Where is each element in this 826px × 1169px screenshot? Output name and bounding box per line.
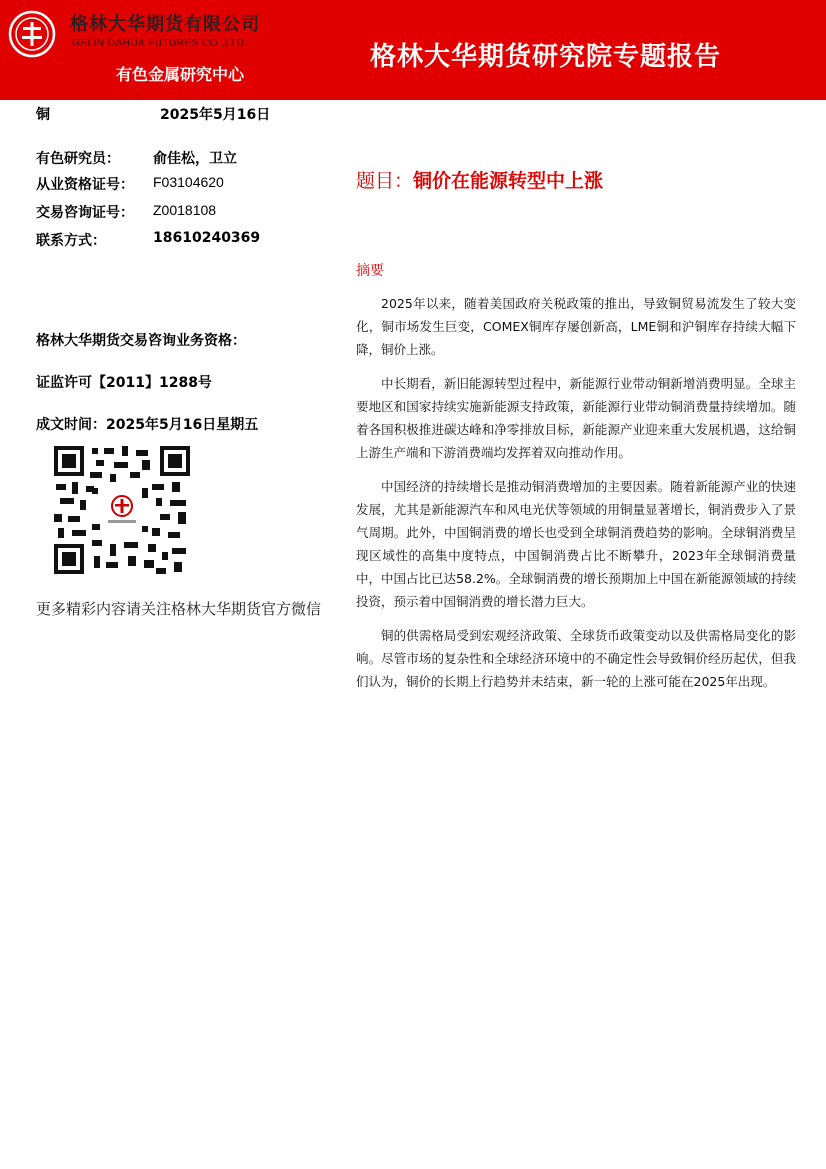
consult-value: Z0018108: [153, 202, 217, 218]
subject-prefix: 题目：: [356, 170, 414, 192]
written-time: 成文时间：2025年5月16日星期五: [36, 417, 259, 433]
permit-number: 证监许可【2011】1288号: [36, 375, 212, 391]
researcher-label: 有色研究员：: [36, 151, 120, 167]
abstract-paragraph: 2025年以来，随着美国政府关税政策的推出，导致铜贸易流发生了较大变化，铜市场发生巨变，COMEX铜库存屡创新高，LME铜和沪铜库存持续大幅下降，铜价上涨。: [356, 296, 796, 357]
company-name-cn: 格林大华期货有限公司: [70, 14, 260, 35]
report-subject: [356, 166, 603, 193]
abstract-body: [356, 292, 796, 704]
consult-label: 交易咨询证号：: [36, 205, 134, 221]
category-label: 铜: [36, 107, 50, 123]
wechat-qr-code-icon: [52, 444, 192, 576]
report-header: [0, 0, 826, 100]
qr-caption: 更多精彩内容请关注格林大华期货官方微信: [36, 600, 322, 618]
abstract-paragraph: 中国经济的持续增长是推动铜消费增加的主要因素。随着新能源产业的快速发展，尤其是新能源汽车和风电光伏等领域的用铜量显著增长，铜消费步入了景气周期。此外，中国铜消费的增长也受到全球铜消费趋势的影响。全球铜消费呈现区域性的高集中度特点，中国铜消费占比不断攀升，2023年全球铜消费量中，中国占比已达58.2%。全球铜消费的增长预期加上中国在新能源领域的持续投资，预示着中国铜消费的增长潜力巨大。: [356, 479, 796, 609]
abstract-paragraph: 中长期看，新旧能源转型过程中，新能源行业带动铜新增消费明显。全球主要地区和国家持续实施新能源支持政策，新能源行业带动铜消费量持续增加。随着各国积极推进碳达峰和净零排放目标，新能源产业迎来重大发展机遇，这给铜上游生产端和下游消费端均发挥着双向推动作用。: [356, 376, 796, 460]
company-name-en: GELIN DAHUA FUTURES CO.,LTD: [72, 38, 245, 49]
license-value: F03104620: [153, 174, 224, 190]
researcher-value: 俞佳松，卫立: [153, 151, 237, 167]
license-label: 从业资格证号：: [36, 177, 134, 193]
qualification-heading: 格林大华期货交易咨询业务资格：: [36, 333, 246, 349]
subject-title: 铜价在能源转型中上涨: [413, 170, 604, 192]
gelin-dahua-logo-icon: [8, 10, 56, 58]
abstract-paragraph: 铜的供需格局受到宏观经济政策、全球货币政策变动以及供需格局变化的影响。尽管市场的复杂性和全球经济环境中的不确定性会导致铜价经历起伏，但我们认为，铜价的长期上行趋势并未结束，新一轮的上涨可能在2025年出现。: [356, 628, 796, 689]
report-title: 格林大华期货研究院专题报告: [370, 42, 722, 72]
abstract-label: 摘要: [356, 263, 384, 279]
contact-value: 18610240369: [153, 230, 261, 246]
report-date: 2025年5月16日: [160, 107, 271, 123]
contact-label: 联系方式：: [36, 233, 106, 249]
research-center-name: 有色金属研究中心: [116, 65, 245, 84]
